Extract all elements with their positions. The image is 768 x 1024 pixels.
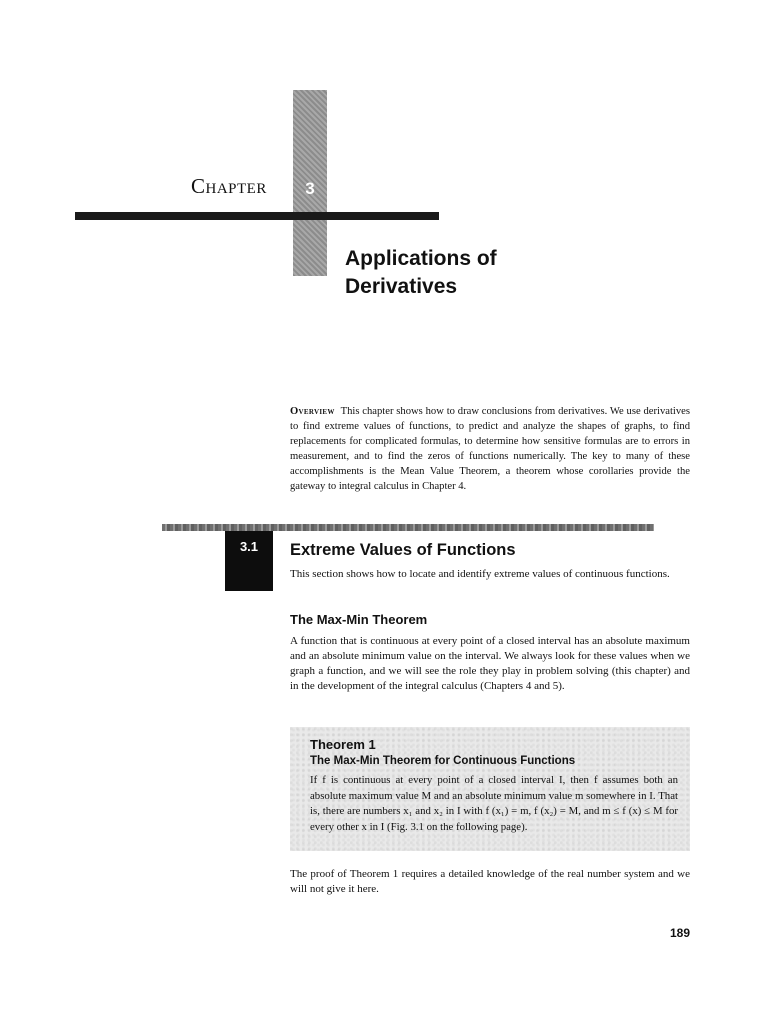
chapter-title-line1: Applications of [345,247,497,270]
chapter-label: Chapter [191,174,267,198]
page-number: 189 [669,926,690,940]
closing-paragraph: The proof of Theorem 1 requires a detailed knowledge of the real number system and we will not give it here. [290,868,690,895]
subsection-title: The Max-Min Theorem [290,612,428,627]
overview-paragraph [290,404,690,494]
chapter-title [345,245,497,301]
chapter-number: 3 [305,179,315,198]
theorem-name: The Max-Min Theorem for Continuous Functions [310,755,576,767]
subsection-body: A function that is continuous at every point of a closed interval has an absolute maximum and an absolute minimum value on the interval. We always look for these values when we graph a function, and we will see the role they play in problem solving (this chapter) and in the development of the integral calculus (Chapters 4 and 5). [290,635,690,692]
overview-label: Overview [290,406,335,417]
section-intro: This section shows how to locate and identify extreme values of continuous functions. [290,568,670,580]
section-rule [162,524,654,531]
theorem-label: Theorem 1 [310,737,376,752]
chapter-title-line2: Derivatives [345,275,458,298]
theorem-statement: If f is continuous at every point of a closed interval I, then f assumes both an absolute maximum value M and an absolute minimum value m somewhere in I. That is, there are numbers x₁ and x₂ in I with f (x₁) = m, f (x₂) = M, and m ≤ f (x) ≤ M for every other x in I (Fig. 3.1 on the following page). [310,774,678,833]
section-number: 3.1 [239,539,259,554]
overview-text: This chapter shows how to draw conclusions from derivatives. We use derivatives to find extreme values of functions, to predict and analyze the shapes of graphs, to find replacements for complicated formulas, to determine how sensitive formulas are to errors in measurement, and to find the zeros of functions numerically. The key to many of these accomplishments is the Mean Value Theorem, a theorem whose corollaries provide the gateway to integral calculus in Chapter 4. [290,406,690,492]
section-title: Extreme Values of Functions [290,541,516,559]
chapter-rule [75,212,439,220]
